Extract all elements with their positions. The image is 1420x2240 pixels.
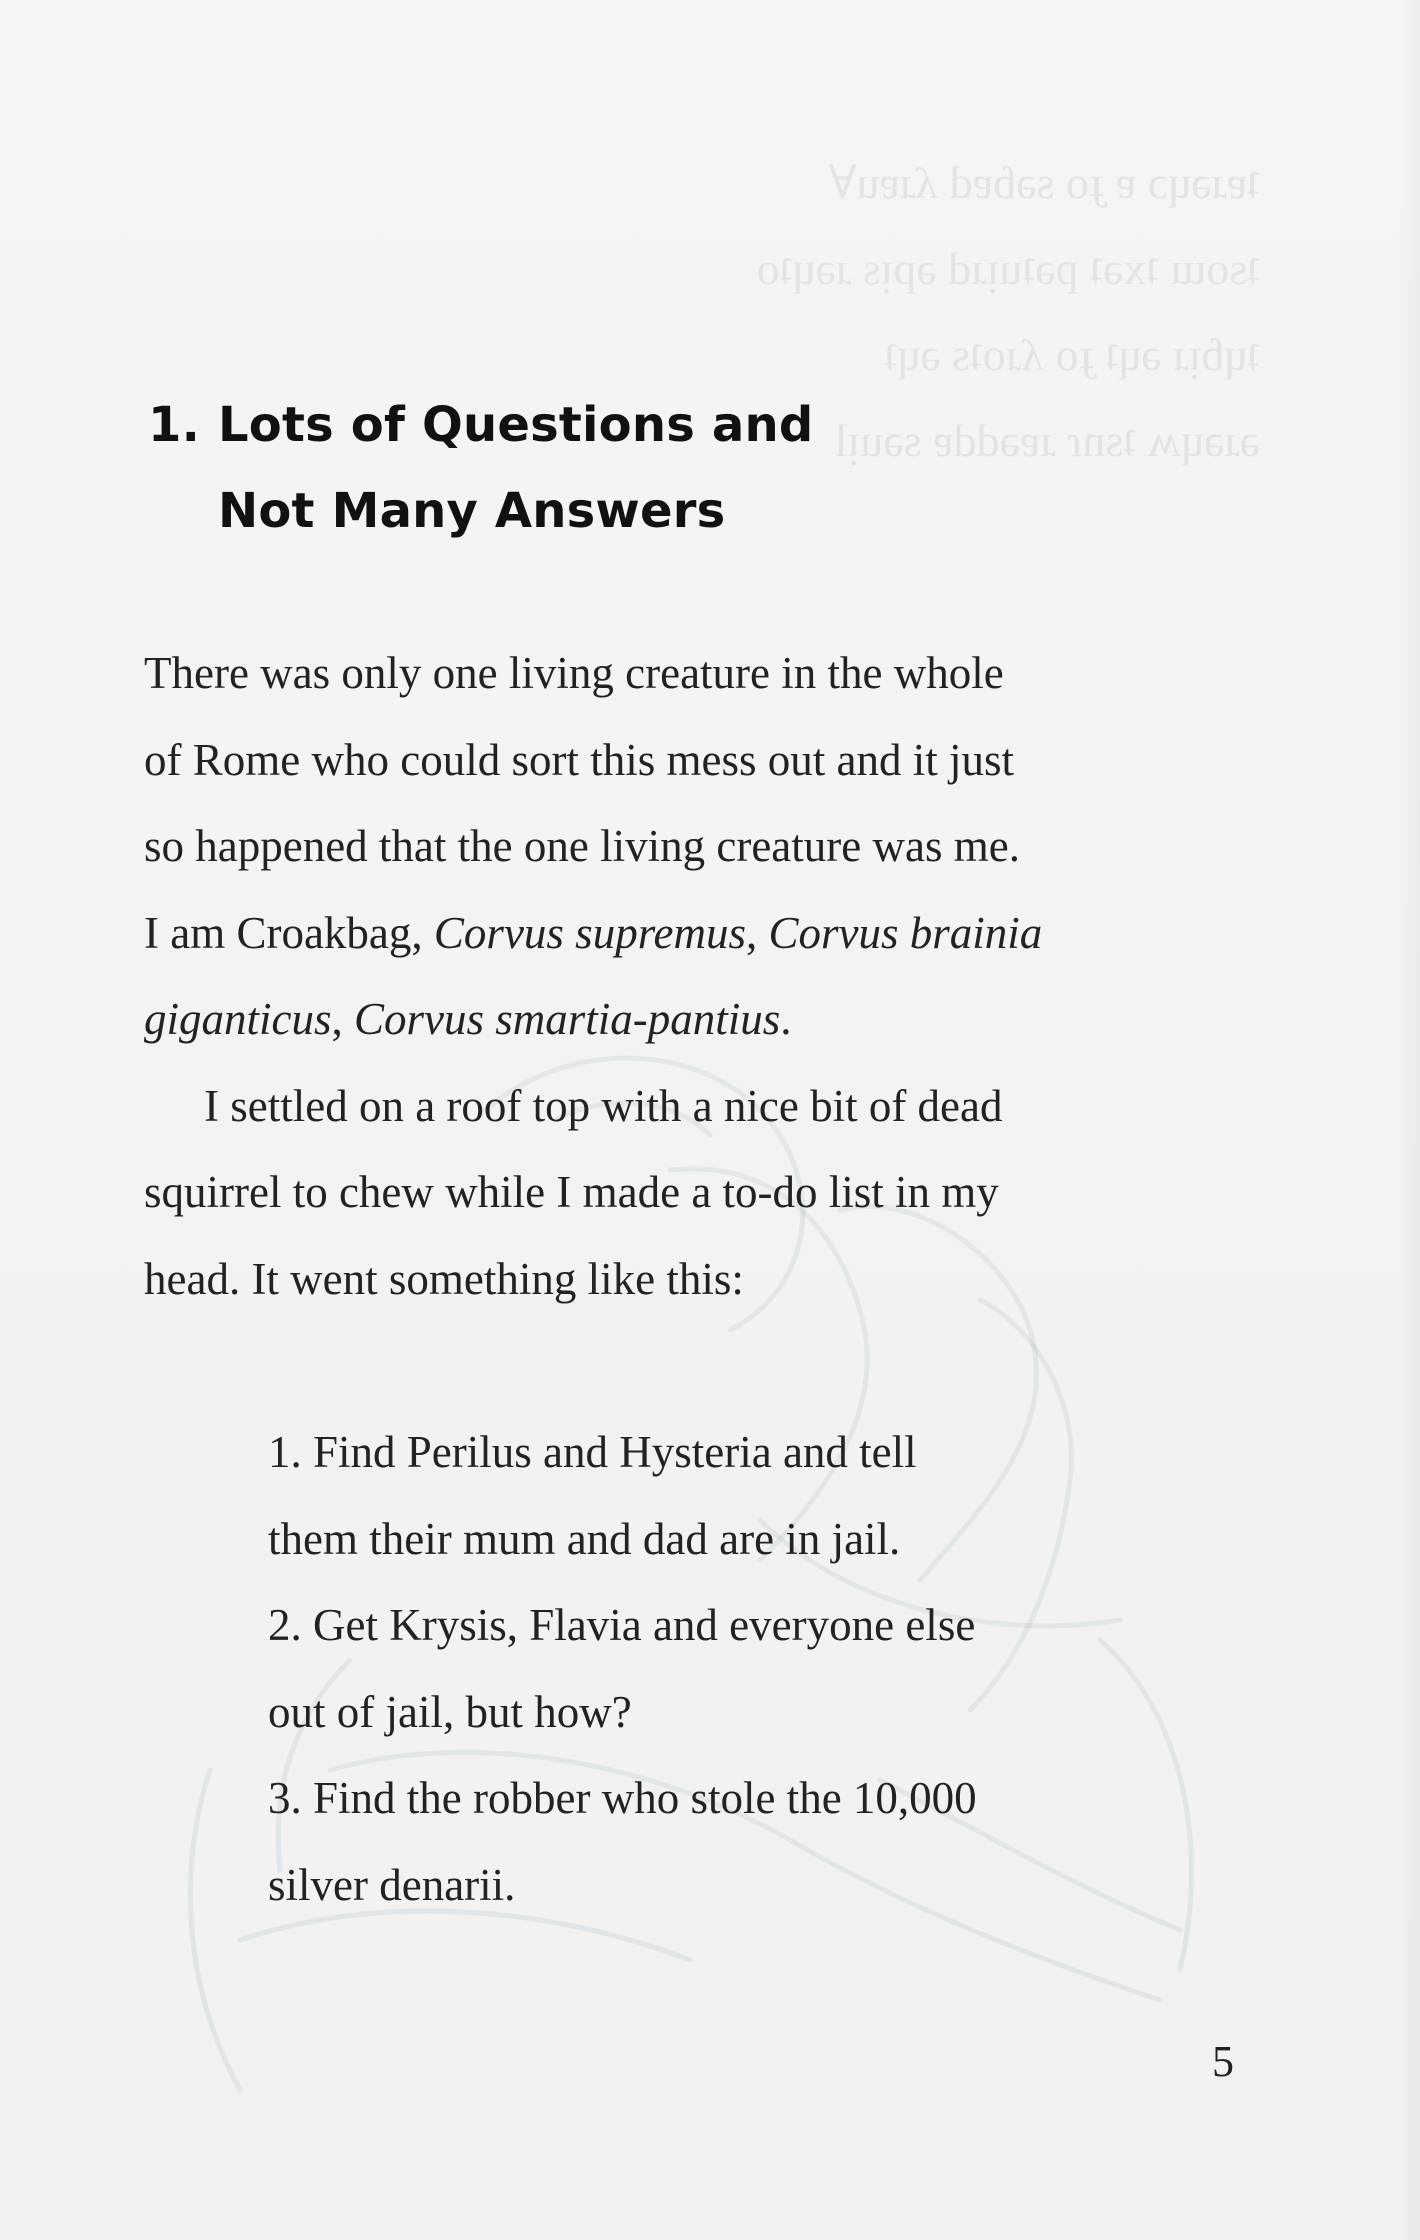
paragraph-2-line-2: squirrel to chew while I made a to-do list in my <box>144 1167 999 1217</box>
todo-item-2-line-1: 2. Get Krysis, Flavia and everyone else <box>268 1600 976 1650</box>
todo-item-3-line-1: 3. Find the robber who stole the 10,000 <box>268 1773 977 1823</box>
todo-item-1-line-2: them their mum and dad are in jail. <box>268 1513 901 1564</box>
paragraph-1-line-4-prefix: I am Croakbag, <box>144 907 434 958</box>
paragraph-1-line-5-separator: , <box>331 994 354 1044</box>
chapter-title-line1 <box>148 382 1048 468</box>
latin-name-1: Corvus supremus <box>433 907 747 958</box>
chapter-title-line2: Not Many Answers <box>218 483 726 539</box>
paragraph-1-line-1: There was only one living creature in the whole <box>144 648 1004 698</box>
paragraph-1-line-5-end: . <box>780 994 792 1044</box>
latin-name-3: giganticus <box>144 994 332 1044</box>
todo-item-3-line-2: silver denarii. <box>268 1859 516 1910</box>
todo-list <box>144 1409 1214 1928</box>
todo-item-2-line-2: out of jail, but how? <box>268 1686 632 1737</box>
paragraph-1-line-2: of Rome who could sort this mess out and it just <box>144 734 1014 785</box>
paragraph-2-line-3: head. It went something like this: <box>144 1253 744 1304</box>
paragraph-1-line-5 <box>144 976 1214 1063</box>
page-edge-shadow <box>1400 0 1420 2240</box>
todo-item-1-line-1: 1. Find Perilus and Hysteria and tell <box>268 1427 917 1477</box>
paragraph-1-line-3: so happened that the one living creature was me. <box>144 821 1020 871</box>
chapter-title <box>148 382 1048 554</box>
paragraph-2-line-1: I settled on a roof top with a nice bit of dead <box>204 1080 1003 1131</box>
show-through-text: ʇɐɹǝɥɔ ɐ ɟo sǝɓɐd ʎɹɐu∀ ʇsoɯ ʇxǝʇ pǝʇuᴉɹd ǝpᴉs ɹǝɥʇo ʇɥɓᴉɹ ǝɥʇ ɟo ʎɹoʇs ǝɥʇ ǝɹǝɥʍ ʇsnɾ ɹɐǝddɐ sǝuᴉl <box>756 157 1260 466</box>
chapter-number: 1. <box>148 397 201 453</box>
paragraph-1-line-4 <box>144 890 1214 977</box>
latin-name-2: Corvus brainia <box>768 907 1043 958</box>
page-number: 5 <box>1212 2037 1234 2086</box>
paragraph-1-line-4-separator: , <box>746 907 769 958</box>
latin-name-4: Corvus smartia-pantius <box>354 994 781 1044</box>
chapter-body <box>144 630 1214 1928</box>
chapter-title-text-1: Lots of Questions and <box>218 397 814 453</box>
